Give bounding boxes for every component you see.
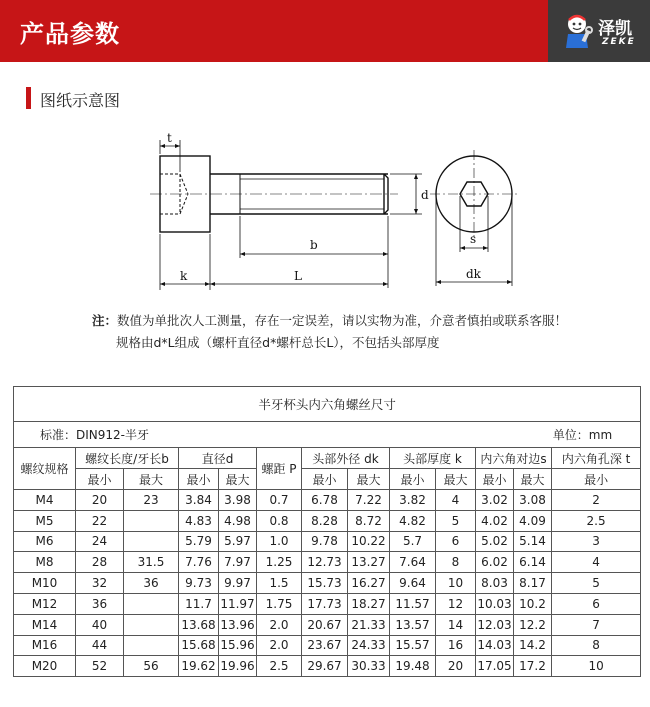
table-cell: 30.33 <box>348 656 390 677</box>
table-cell: 3.08 <box>514 490 552 511</box>
table-cell <box>124 593 179 614</box>
table-cell: 4 <box>436 490 476 511</box>
label-s: s <box>470 232 477 246</box>
table-cell <box>124 635 179 656</box>
header-head-diameter: 头部外径 dk <box>302 448 390 469</box>
spec-table <box>13 386 641 677</box>
table-cell: 1.5 <box>257 573 302 594</box>
row-spec-cell: M12 <box>14 593 76 614</box>
table-row <box>14 552 641 573</box>
sub-max: 最大 <box>514 469 552 490</box>
sub-max: 最大 <box>436 469 476 490</box>
table-cell: 23 <box>124 490 179 511</box>
table-cell: 24 <box>76 531 124 552</box>
table-cell: 9.78 <box>302 531 348 552</box>
note-text-2: 规格由d*L组成（螺杆直径d*螺杆总长L），不包括头部厚度 <box>116 335 440 350</box>
table-cell <box>124 614 179 635</box>
table-cell: 4.82 <box>390 510 436 531</box>
label-t: t <box>167 131 172 145</box>
table-cell: 3 <box>552 531 641 552</box>
table-caption: 半牙杯头内六角螺丝尺寸 <box>14 387 641 422</box>
table-cell <box>124 510 179 531</box>
table-cell: 8.28 <box>302 510 348 531</box>
table-cell: 11.57 <box>390 593 436 614</box>
mascot-icon <box>560 12 594 50</box>
table-cell: 52 <box>76 656 124 677</box>
table-cell: 4.02 <box>476 510 514 531</box>
table-cell: 13.68 <box>179 614 219 635</box>
table-cell: 15.57 <box>390 635 436 656</box>
sub-min: 最小 <box>76 469 124 490</box>
label-b: b <box>310 238 318 252</box>
header-hex-across: 内六角对边s <box>476 448 552 469</box>
table-cell: 19.48 <box>390 656 436 677</box>
table-cell: 18.27 <box>348 593 390 614</box>
notes <box>92 310 567 354</box>
table-cell: 4.83 <box>179 510 219 531</box>
brand-logo[interactable] <box>548 0 650 62</box>
table-cell: 2.0 <box>257 635 302 656</box>
table-cell: 6.02 <box>476 552 514 573</box>
table-cell: 6.14 <box>514 552 552 573</box>
section-marker <box>26 87 31 109</box>
table-cell: 5.79 <box>179 531 219 552</box>
table-cell: 15.73 <box>302 573 348 594</box>
table-row <box>14 614 641 635</box>
table-cell: 10.03 <box>476 593 514 614</box>
table-cell: 22 <box>76 510 124 531</box>
table-cell: 13.27 <box>348 552 390 573</box>
table-cell: 5.02 <box>476 531 514 552</box>
table-cell: 6 <box>436 531 476 552</box>
table-cell: 5 <box>552 573 641 594</box>
sub-min: 最小 <box>390 469 436 490</box>
table-body <box>14 490 641 677</box>
table-cell: 4 <box>552 552 641 573</box>
table-cell: 23.67 <box>302 635 348 656</box>
table-cell: 6.78 <box>302 490 348 511</box>
table-row <box>14 593 641 614</box>
table-cell: 5 <box>436 510 476 531</box>
label-dk: dk <box>466 267 481 281</box>
table-cell: 15.68 <box>179 635 219 656</box>
sub-max: 最大 <box>348 469 390 490</box>
table-cell: 3.82 <box>390 490 436 511</box>
table-cell: 14 <box>436 614 476 635</box>
table-cell: 7.76 <box>179 552 219 573</box>
table-cell: 10 <box>436 573 476 594</box>
table-cell: 14.2 <box>514 635 552 656</box>
table-cell: 2.5 <box>552 510 641 531</box>
row-spec-cell: M8 <box>14 552 76 573</box>
table-unit: 单位：mm <box>348 422 641 448</box>
row-spec-cell: M4 <box>14 490 76 511</box>
table-cell: 4.09 <box>514 510 552 531</box>
table-cell: 13.96 <box>219 614 257 635</box>
note-label: 注： <box>92 313 118 328</box>
table-cell: 19.62 <box>179 656 219 677</box>
table-cell: 8.03 <box>476 573 514 594</box>
row-spec-cell: M10 <box>14 573 76 594</box>
row-spec-cell: M20 <box>14 656 76 677</box>
table-row <box>14 573 641 594</box>
header-thread-length: 螺纹长度/牙长b <box>76 448 179 469</box>
table-cell: 11.97 <box>219 593 257 614</box>
label-L: L <box>294 269 302 283</box>
table-cell: 1.25 <box>257 552 302 573</box>
table-cell: 16 <box>436 635 476 656</box>
table-cell: 10 <box>552 656 641 677</box>
table-row <box>14 531 641 552</box>
table-cell: 13.57 <box>390 614 436 635</box>
table-cell: 7.97 <box>219 552 257 573</box>
header-hex-depth: 内六角孔深 t <box>552 448 641 469</box>
table-cell: 20 <box>76 490 124 511</box>
table-cell: 3.02 <box>476 490 514 511</box>
table-cell: 8 <box>436 552 476 573</box>
table-cell: 36 <box>124 573 179 594</box>
table-row <box>14 510 641 531</box>
table-cell: 5.7 <box>390 531 436 552</box>
row-spec-cell: M16 <box>14 635 76 656</box>
table-cell: 4.98 <box>219 510 257 531</box>
note-text-1: 数值为单批次人工测量，存在一定误差，请以实物为准，介意者慎拍或联系客服！ <box>117 313 568 328</box>
table-cell: 14.03 <box>476 635 514 656</box>
table-cell: 40 <box>76 614 124 635</box>
spec-table-wrap <box>13 386 640 677</box>
table-cell: 21.33 <box>348 614 390 635</box>
table-cell: 2.0 <box>257 614 302 635</box>
table-cell: 11.7 <box>179 593 219 614</box>
table-cell: 7 <box>552 614 641 635</box>
table-cell: 24.33 <box>348 635 390 656</box>
page-header <box>0 0 650 62</box>
table-cell: 3.98 <box>219 490 257 511</box>
section-title: 图纸示意图 <box>40 91 121 110</box>
table-cell: 17.05 <box>476 656 514 677</box>
table-cell: 2.5 <box>257 656 302 677</box>
sub-min: 最小 <box>302 469 348 490</box>
table-cell: 7.64 <box>390 552 436 573</box>
table-cell: 32 <box>76 573 124 594</box>
table-cell: 9.64 <box>390 573 436 594</box>
table-cell: 36 <box>76 593 124 614</box>
sub-max: 最大 <box>124 469 179 490</box>
page-title: 产品参数 <box>20 20 120 48</box>
label-d: d <box>421 188 429 202</box>
logo-en-text: ZEKE <box>602 37 636 47</box>
table-row <box>14 656 641 677</box>
table-cell: 10.2 <box>514 593 552 614</box>
row-spec-cell: M5 <box>14 510 76 531</box>
table-cell: 17.73 <box>302 593 348 614</box>
row-spec-cell: M6 <box>14 531 76 552</box>
table-cell: 16.27 <box>348 573 390 594</box>
table-standard: 标准：DIN912-半牙 <box>14 422 348 448</box>
table-cell: 1.75 <box>257 593 302 614</box>
table-cell: 17.2 <box>514 656 552 677</box>
table-cell: 8.17 <box>514 573 552 594</box>
table-row <box>14 490 641 511</box>
sub-max: 最大 <box>219 469 257 490</box>
table-cell: 0.7 <box>257 490 302 511</box>
table-cell: 5.14 <box>514 531 552 552</box>
table-cell: 12 <box>436 593 476 614</box>
table-cell: 19.96 <box>219 656 257 677</box>
table-cell: 8 <box>552 635 641 656</box>
table-cell: 0.8 <box>257 510 302 531</box>
table-cell <box>124 531 179 552</box>
screw-drawing <box>140 130 530 300</box>
sub-min: 最小 <box>179 469 219 490</box>
table-cell: 7.22 <box>348 490 390 511</box>
table-cell: 44 <box>76 635 124 656</box>
table-cell: 56 <box>124 656 179 677</box>
header-diameter: 直径d <box>179 448 257 469</box>
table-cell: 2 <box>552 490 641 511</box>
table-row <box>14 635 641 656</box>
sub-min: 最小 <box>476 469 514 490</box>
table-cell: 20 <box>436 656 476 677</box>
header-head-thickness: 头部厚度 k <box>390 448 476 469</box>
table-cell: 1.0 <box>257 531 302 552</box>
table-cell: 29.67 <box>302 656 348 677</box>
table-cell: 9.73 <box>179 573 219 594</box>
table-cell: 10.22 <box>348 531 390 552</box>
table-cell: 3.84 <box>179 490 219 511</box>
header-pitch: 螺距 P <box>257 448 302 490</box>
table-cell: 8.72 <box>348 510 390 531</box>
label-k: k <box>180 269 188 283</box>
table-cell: 12.03 <box>476 614 514 635</box>
table-cell: 15.96 <box>219 635 257 656</box>
table-cell: 20.67 <box>302 614 348 635</box>
table-cell: 6 <box>552 593 641 614</box>
logo-cn-text: 泽凯 <box>598 19 632 39</box>
table-cell: 9.97 <box>219 573 257 594</box>
table-cell: 5.97 <box>219 531 257 552</box>
row-spec-cell: M14 <box>14 614 76 635</box>
table-cell: 28 <box>76 552 124 573</box>
note-line-1 <box>92 310 567 332</box>
header-spec: 螺纹规格 <box>14 448 76 490</box>
table-cell: 12.2 <box>514 614 552 635</box>
table-cell: 12.73 <box>302 552 348 573</box>
table-cell: 31.5 <box>124 552 179 573</box>
sub-min: 最小 <box>552 469 641 490</box>
